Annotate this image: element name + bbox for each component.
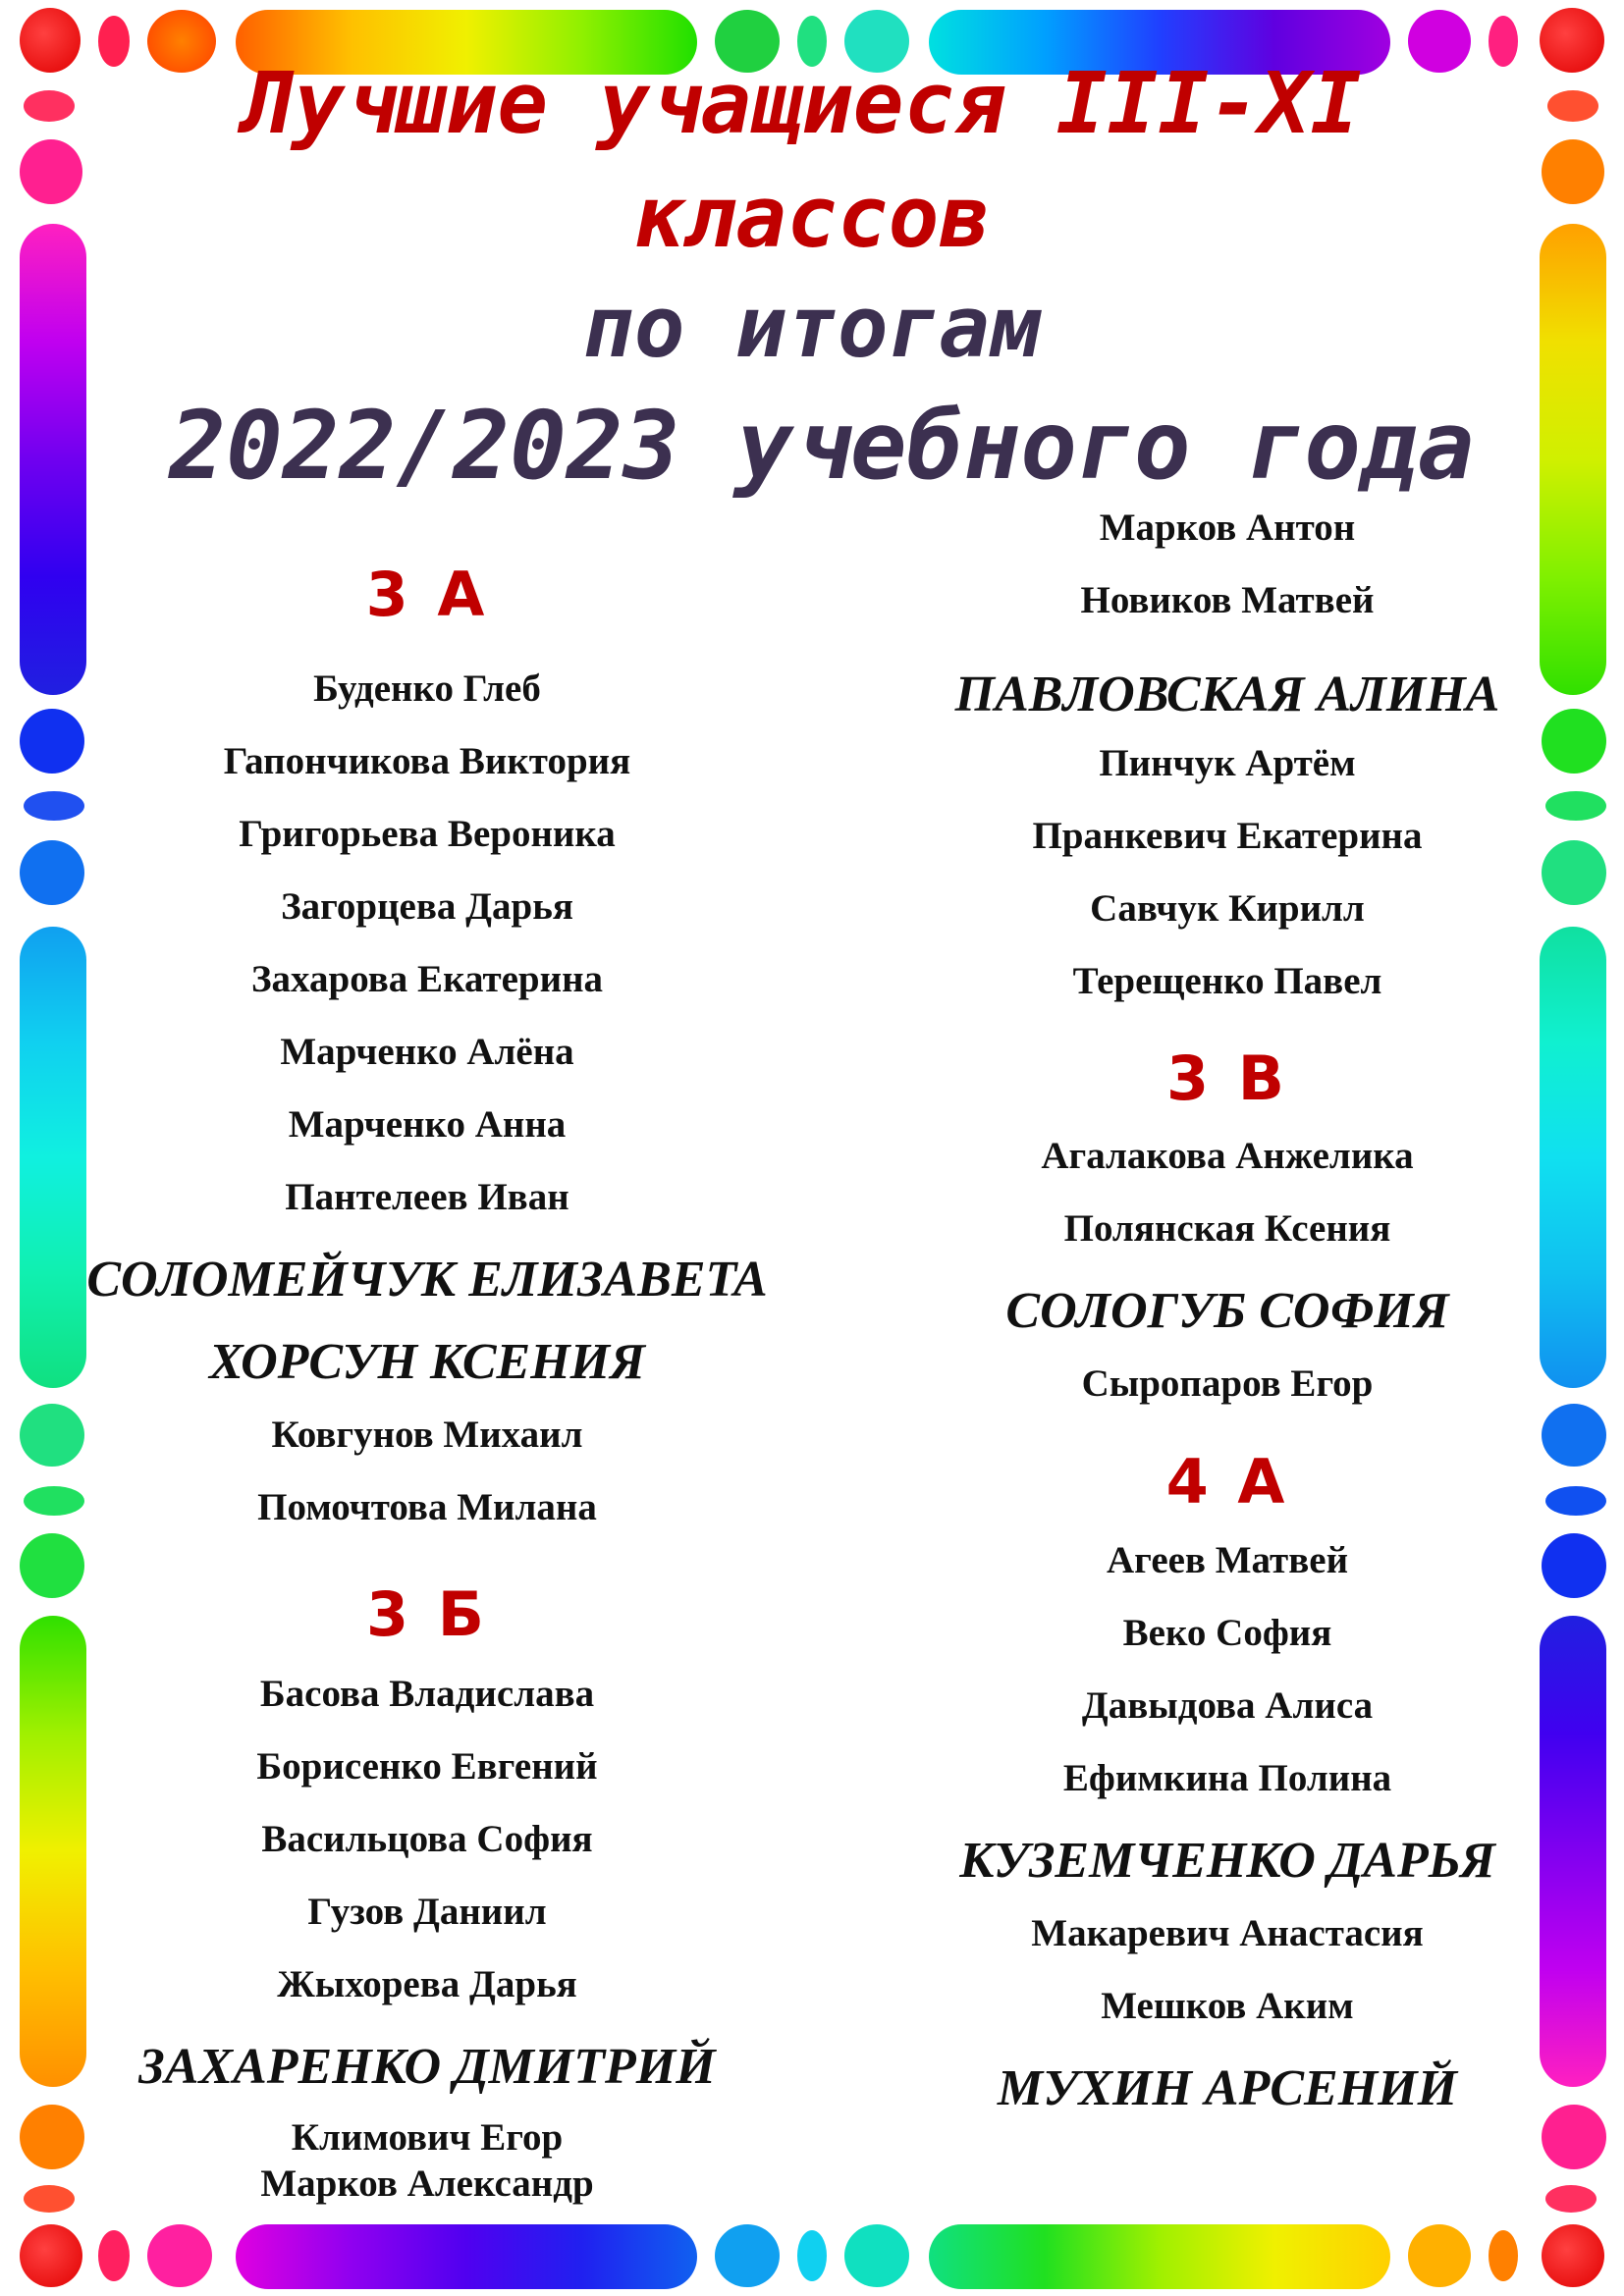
border-dot xyxy=(1408,2224,1471,2287)
student-name: Терещенко Павел xyxy=(1072,960,1382,1002)
student-name: Гапончикова Виктория xyxy=(223,740,631,782)
student-name: Марченко Алёна xyxy=(280,1031,574,1073)
student-name: Пранкевич Екатерина xyxy=(1032,815,1423,857)
student-name: Васильцова София xyxy=(261,1818,593,1860)
student-name: Борисенко Евгений xyxy=(256,1745,598,1788)
student-name: Агалакова Анжелика xyxy=(1041,1135,1414,1177)
title-line-2: классов xyxy=(633,169,991,267)
highlighted-student: ПАВЛОВСКАЯ АЛИНА xyxy=(954,667,1500,722)
highlighted-student: КУЗЕМЧЕНКО ДАРЬЯ xyxy=(959,1833,1495,1889)
border-dot xyxy=(797,2230,827,2281)
student-name: Сыропаров Егор xyxy=(1081,1362,1374,1405)
student-name: Савчук Кирилл xyxy=(1090,887,1365,930)
student-name: Пинчук Артём xyxy=(1099,742,1356,784)
highlighted-student: ХОРСУН КСЕНИЯ xyxy=(209,1334,645,1390)
student-name: Агеев Матвей xyxy=(1106,1539,1349,1581)
border-dot xyxy=(715,2224,780,2287)
student-name: Веко София xyxy=(1122,1612,1332,1654)
border-dot xyxy=(147,2224,212,2287)
student-name: Давыдова Алиса xyxy=(1081,1684,1374,1727)
student-name: Марков Александр xyxy=(260,2163,594,2205)
student-name: Жыхорева Дарья xyxy=(277,1963,577,2005)
title-line-4: 2022/2023 учебного года xyxy=(169,391,1475,501)
border-dot xyxy=(98,2230,130,2281)
border-dot xyxy=(1542,2224,1604,2287)
student-name: Гузов Даниил xyxy=(307,1891,547,1933)
highlighted-student: СОЛОМЕЙЧУК ЕЛИЗАВЕТА xyxy=(86,1252,768,1308)
highlighted-student: СОЛОГУБ СОФИЯ xyxy=(1005,1283,1449,1339)
title-line-3: по итогам xyxy=(583,279,1041,377)
student-name: Мешков Аким xyxy=(1101,1985,1354,2027)
class-heading-4a: 4 А xyxy=(1165,1446,1289,1518)
student-name: Марченко Анна xyxy=(288,1103,567,1146)
student-name: Пантелеев Иван xyxy=(285,1176,569,1218)
student-name: Макаревич Анастасия xyxy=(1031,1912,1424,1954)
student-name: Ковгунов Михаил xyxy=(271,1414,583,1456)
border-bar xyxy=(929,2224,1390,2289)
border-dot xyxy=(1545,2185,1597,2213)
student-name: Басова Владислава xyxy=(259,1673,595,1715)
title-line-1: Лучшие учащиеся III-XI xyxy=(243,55,1362,153)
border-bar xyxy=(236,2224,697,2289)
class-heading-3b: 3 Б xyxy=(366,1578,488,1650)
right-column xyxy=(854,499,1600,2128)
student-name: Ефимкина Полина xyxy=(1062,1757,1392,1799)
student-name: Полянская Ксения xyxy=(1063,1207,1391,1250)
border-dot xyxy=(20,2224,82,2287)
student-name: Буденко Глеб xyxy=(313,667,541,710)
border-dot xyxy=(844,2224,909,2287)
student-name: Новиков Матвей xyxy=(1080,579,1375,621)
student-name: Помочтова Милана xyxy=(257,1486,597,1528)
student-name: Марков Антон xyxy=(1099,507,1356,549)
highlighted-student: МУХИН АРСЕНИЙ xyxy=(997,2060,1458,2116)
student-name: Захарова Екатерина xyxy=(250,958,604,1000)
student-name: Загорцева Дарья xyxy=(281,885,573,928)
left-column xyxy=(59,546,795,2211)
highlighted-student: ЗАХАРЕНКО ДМИТРИЙ xyxy=(138,2039,716,2095)
border-dot xyxy=(1489,2230,1518,2281)
student-name: Климович Егор xyxy=(291,2116,564,2159)
class-heading-3a: 3 А xyxy=(365,559,489,630)
student-name: Григорьева Вероника xyxy=(239,813,616,855)
class-heading-3v: 3 В xyxy=(1166,1042,1288,1114)
